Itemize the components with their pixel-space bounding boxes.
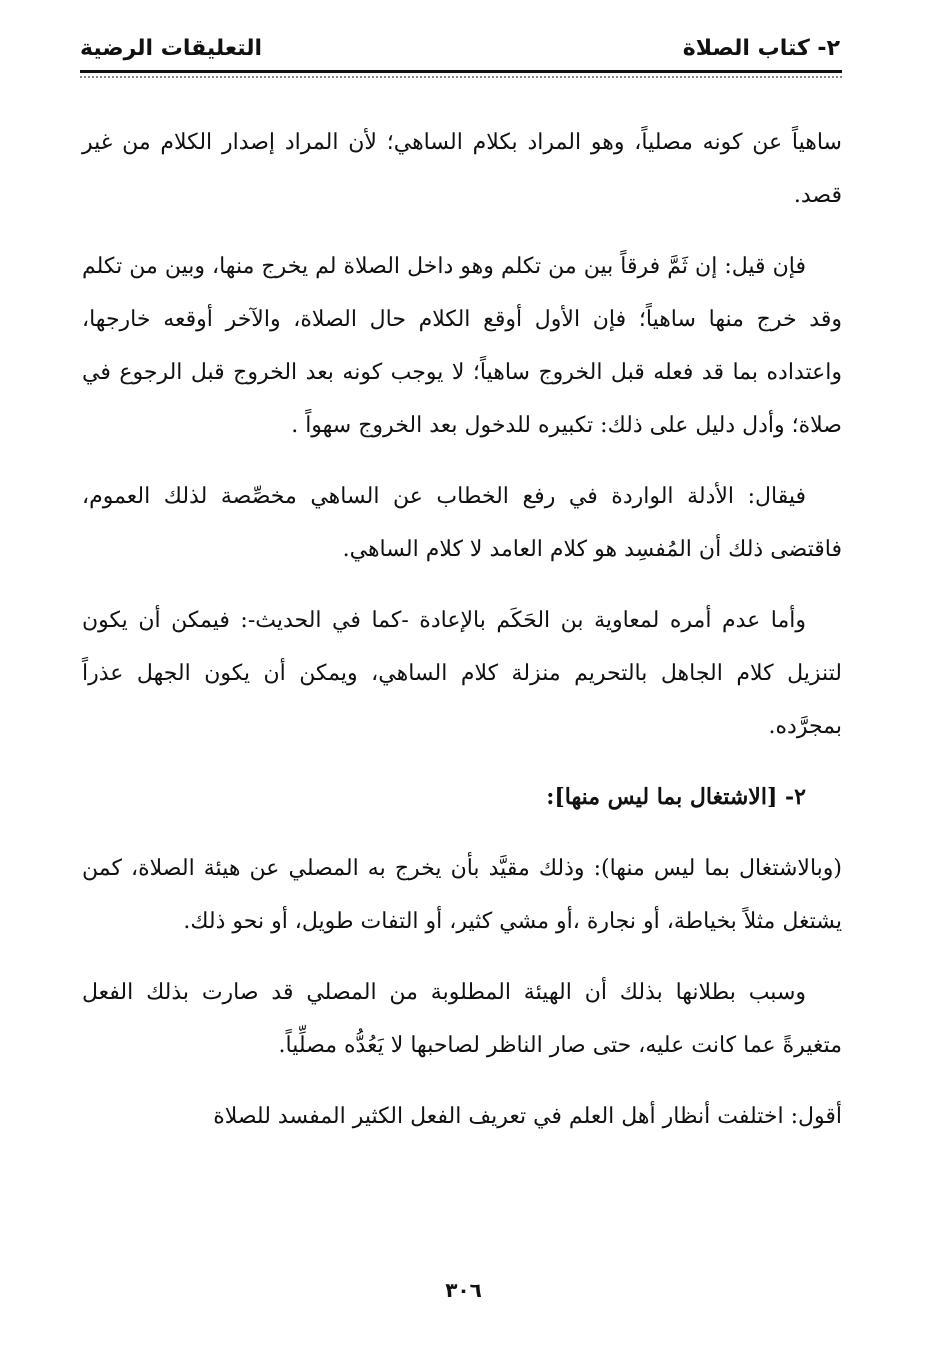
paragraph-commentary: أقول: اختلفت أنظار أهل العلم في تعريف الفعل الكثير المفسد للصلاة xyxy=(213,1104,842,1129)
running-header xyxy=(80,34,840,70)
paragraph-objection: فإن قيل: إن ثَمَّ فرقاً بين من تكلم وهو داخل الصلاة لم يخرج منها، وبين من تكلم وقد خرج منها ساهياً؛ فإن الأول أوقع الكلام حال الصلاة، والآخر أوقعه خارجها، واعتداده بما قد فعله قبل الخروج ساهياً؛ لا يوجب كونه بعد الخروج قبل الرجوع في صلاة؛ وأدل دليل على ذلك: تكبيره للدخول بعد الخروج سهواً . xyxy=(82,254,842,438)
paragraph-muawiya: وأما عدم أمره لمعاوية بن الحَكَم بالإعادة -كما في الحديث-: فيمكن أن يكون لتنزيل كلام الجاهل بالتحريم منزلة كلام الساهي، ويمكن أن يكون الجهل عذراً بمجرَّده. xyxy=(82,608,842,739)
paragraph-reason: وسبب بطلانها بذلك أن الهيئة المطلوبة من المصلي قد صارت بذلك الفعل متغيرةً عما كانت عليه، حتى صار الناظر لصاحبها لا يَعُدُّه مصلِّياً. xyxy=(82,980,842,1058)
section-heading: ٢- [الاشتغال بما ليس منها]: xyxy=(546,784,806,810)
header-rule xyxy=(80,70,842,73)
header-rule-shadow xyxy=(80,76,842,78)
paragraph-continuation: ساهياً عن كونه مصلياً، وهو المراد بكلام الساهي؛ لأن المراد إصدار الكلام من غير قصد. xyxy=(82,130,842,208)
body-text xyxy=(82,116,842,1161)
chapter-title: ٢- كتاب الصلاة xyxy=(682,36,840,61)
page-number: ٣٠٦ xyxy=(445,1278,482,1302)
paragraph-reply: فيقال: الأدلة الواردة في رفع الخطاب عن الساهي مخصِّصة لذلك العموم، فاقتضى ذلك أن المُفسِد هو كلام العامد لا كلام الساهي. xyxy=(82,484,842,562)
paragraph-occupation: (وبالاشتغال بما ليس منها): وذلك مقيَّد بأن يخرج به المصلي عن هيئة الصلاة، كمن يشتغل مثلاً بخياطة، أو نجارة ،أو مشي كثير، أو التفات طويل، أو نحو ذلك. xyxy=(82,856,842,934)
book-title: التعليقات الرضية xyxy=(80,36,263,61)
